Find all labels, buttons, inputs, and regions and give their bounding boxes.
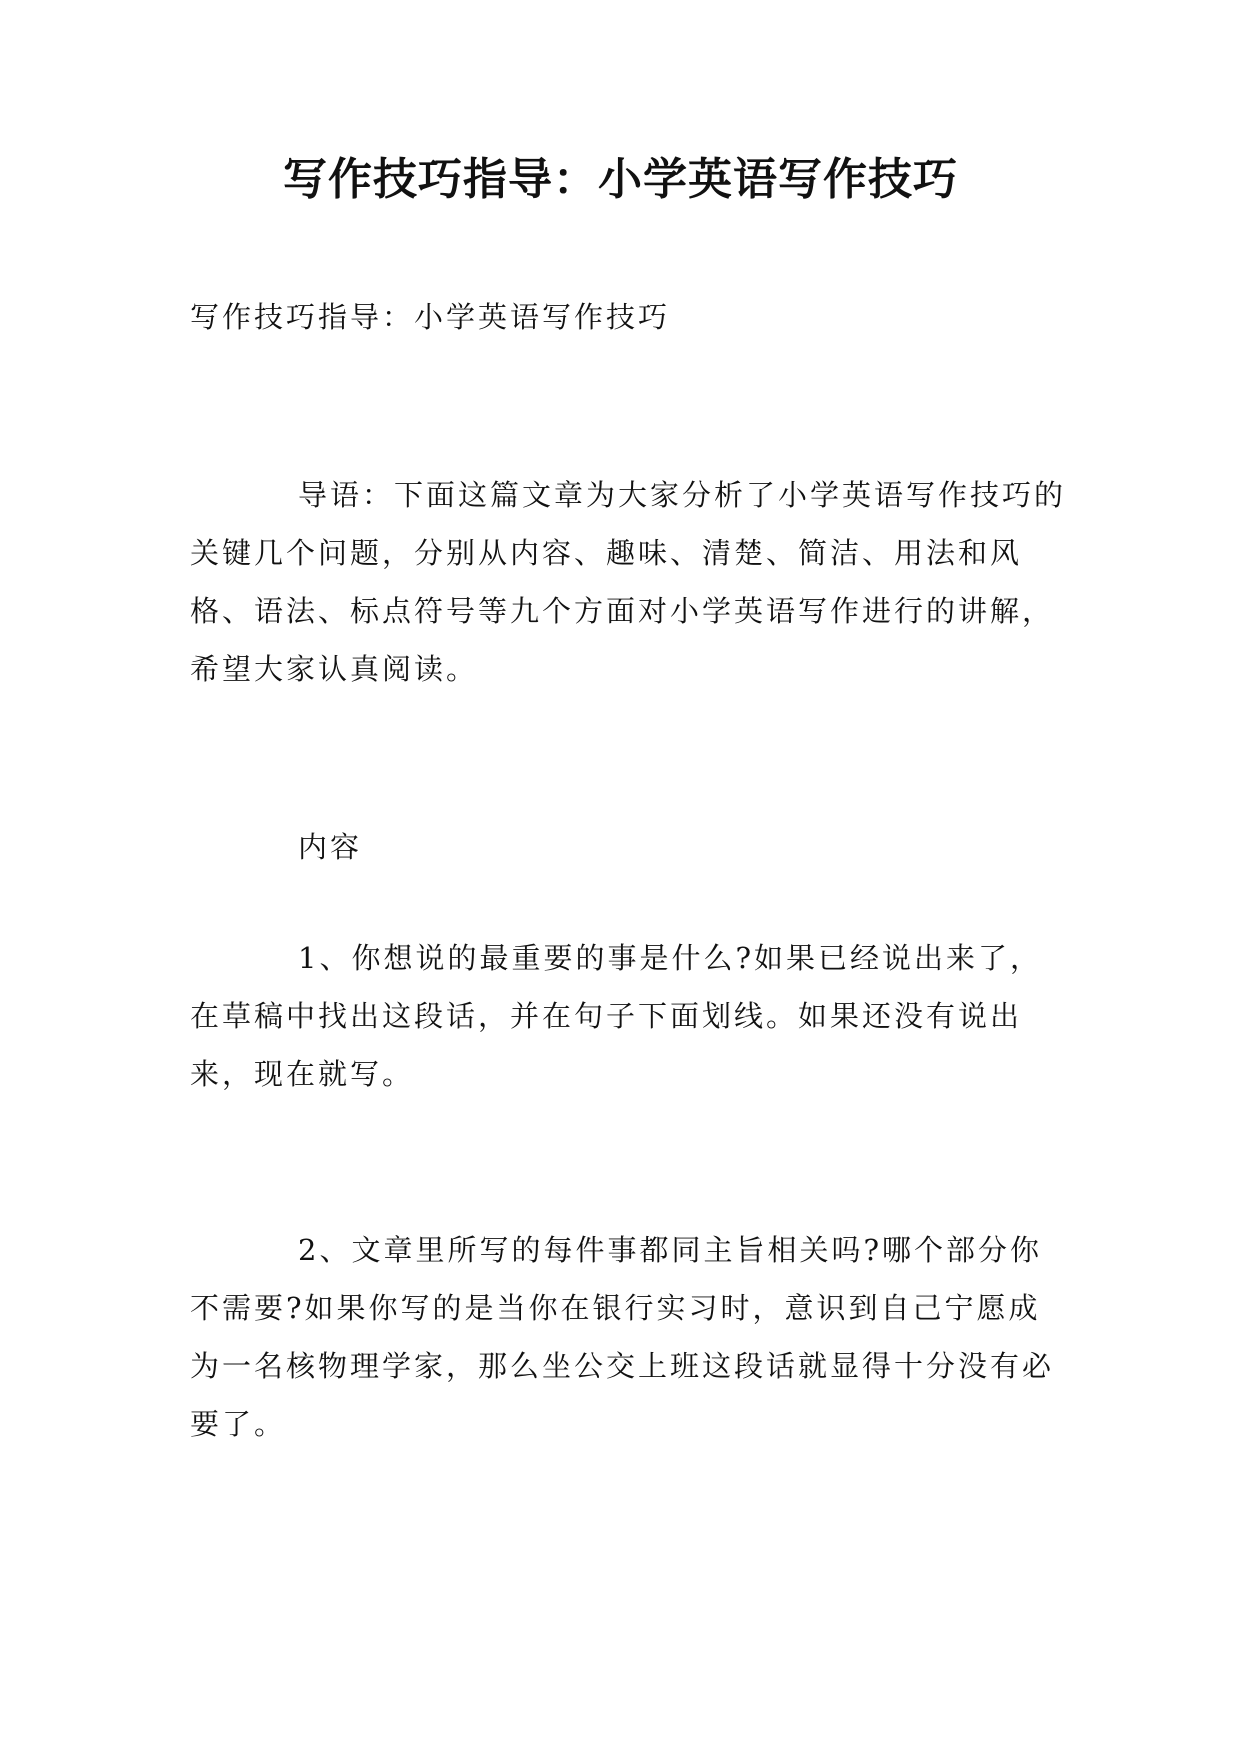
intro-paragraph: 导语：下面这篇文章为大家分析了小学英语写作技巧的关键几个问题，分别从内容、趣味、清楚、简洁、用法和风格、语法、标点符号等九个方面对小学英语写作进行的讲解，希望大家认真阅读。	[190, 478, 1067, 686]
section-heading: 内容	[298, 830, 363, 864]
document-title: 写作技巧指导：小学英语写作技巧	[283, 154, 958, 205]
list-item: 2、文章里所写的每件事都同主旨相关吗?哪个部分你不需要?如果你写的是当你在银行实习时，意识到自己宁愿成为一名核物理学家，那么坐公交上班这段话就显得十分没有必要了。	[190, 1233, 1055, 1441]
document-subtitle: 写作技巧指导：小学英语写作技巧	[190, 300, 671, 334]
list-item: 1、你想说的最重要的事是什么?如果已经说出来了，在草稿中找出这段话，并在句子下面划线。如果还没有说出来，现在就写。	[190, 941, 1042, 1091]
